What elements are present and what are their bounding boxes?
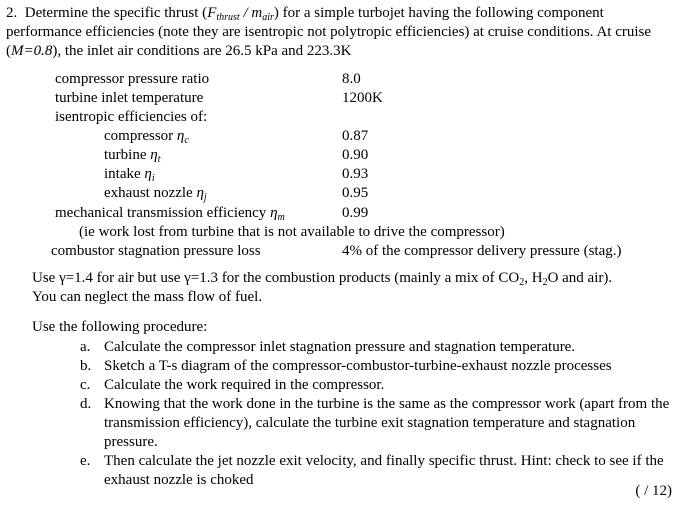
param-row-compressor-eff (0, 127, 683, 146)
intro-text-b: ) for a simple turbojet having the following component performance efficiencies (note they are isentropic not polytropic efficiencies) at cruise conditions. At cruise ( (6, 5, 652, 59)
problem-number: 2. (6, 5, 18, 21)
step-text: Knowing that the work done in the turbine is the same as the compressor work (apart from the transmission efficiency), calculate the turbine exit stagnation temperature and stagnation pressure. (104, 396, 670, 450)
param-row-turbine-inlet-temp (0, 89, 683, 108)
param-value: 0.93 (342, 166, 369, 182)
eta-subscript: t (157, 154, 161, 165)
param-row-intake-eff (0, 165, 683, 184)
procedure-heading: Use the following procedure: (32, 319, 208, 335)
eta-subscript: i (151, 173, 155, 184)
param-label (104, 127, 189, 146)
gas-text-a: Use (32, 270, 60, 286)
m-symbol: m (251, 5, 263, 21)
label-text: exhaust nozzle (104, 185, 197, 201)
eta-subscript: m (277, 212, 285, 223)
param-value: 0.87 (342, 128, 369, 144)
thrust-symbol (207, 5, 240, 21)
label-text: compressor (104, 128, 177, 144)
eta-symbol: η (176, 128, 185, 144)
param-row-turbine-eff (0, 146, 683, 165)
param-label: compressor pressure ratio (55, 71, 210, 87)
f-symbol: F (207, 5, 217, 21)
ratio-slash: / (239, 5, 252, 21)
label-text: intake (104, 166, 145, 182)
gas-text-e: O and air). (547, 270, 613, 286)
eta-symbol: η (270, 205, 278, 221)
param-value: 0.90 (342, 147, 369, 163)
step-letter: b. (80, 358, 92, 374)
intro-text-c: ), the inlet air conditions are 26.5 kPa and 223.3K (52, 43, 352, 59)
step-text: Then calculate the jet nozzle exit velocity, and finally specific thrust. Hint: check to see if the exhaust nozzle is choked (104, 453, 664, 488)
intro-text-a: Determine the specific thrust ( (24, 5, 208, 21)
h2o-subscript: 2 (542, 277, 548, 288)
marks-total: ( / 12) (635, 483, 672, 499)
mechanical-note: (ie work lost from turbine that is not available to drive the compressor) (79, 224, 505, 240)
param-row-isentropic-heading (0, 108, 683, 127)
problem-statement (6, 4, 676, 61)
param-row-pressure-ratio (0, 70, 683, 89)
m-subscript: air (262, 12, 274, 23)
gamma-symbol: γ (59, 270, 66, 286)
gas-text-b: =1.4 for air but use (65, 270, 185, 286)
label-text: turbine (104, 147, 151, 163)
eta-symbol: η (150, 147, 158, 163)
mach-number: M=0.8 (11, 43, 53, 59)
step-letter: a. (80, 339, 91, 355)
eta-symbol: η (144, 166, 152, 182)
param-value: 0.95 (342, 185, 369, 201)
param-row-mechanical-note (0, 223, 683, 242)
gamma-statement (32, 269, 612, 288)
param-row-exhaust-nozzle-eff (0, 184, 683, 203)
step-text: Calculate the compressor inlet stagnation pressure and stagnation temperature. (104, 339, 576, 355)
param-label: turbine inlet temperature (55, 90, 204, 106)
mass-flow-symbol (251, 5, 274, 21)
param-value: 1200K (342, 90, 383, 106)
fuel-note: You can neglect the mass flow of fuel. (32, 289, 263, 305)
co2-subscript: 2 (519, 277, 525, 288)
param-row-mechanical-eff (0, 204, 683, 223)
gas-text-d: , H (524, 270, 543, 286)
eta-subscript: c (184, 135, 189, 146)
step-letter: d. (80, 396, 92, 412)
eta-symbol: η (196, 185, 204, 201)
param-value: 4% of the compressor delivery pressure (stag.) (342, 243, 622, 259)
gamma-symbol: γ (184, 270, 191, 286)
step-letter: e. (80, 453, 91, 469)
param-label (55, 204, 285, 223)
step-letter: c. (80, 377, 91, 393)
param-label (104, 146, 160, 165)
gas-text-c: =1.3 for the combustion products (mainly a mix of CO (190, 270, 520, 286)
step-text: Calculate the work required in the compressor. (104, 377, 385, 393)
param-row-combustor-loss (0, 242, 683, 261)
param-value: 8.0 (342, 71, 361, 87)
isentropic-heading: isentropic efficiencies of: (55, 109, 208, 125)
step-text: Sketch a T-s diagram of the compressor-combustor-turbine-exhaust nozzle processes (104, 358, 612, 374)
param-label (104, 184, 207, 203)
param-label (104, 165, 155, 184)
param-value: 0.99 (342, 205, 369, 221)
f-subscript: thrust (216, 12, 240, 23)
eta-subscript: j (203, 192, 207, 203)
param-label: combustor stagnation pressure loss (51, 243, 261, 259)
label-text: mechanical transmission efficiency (55, 205, 271, 221)
